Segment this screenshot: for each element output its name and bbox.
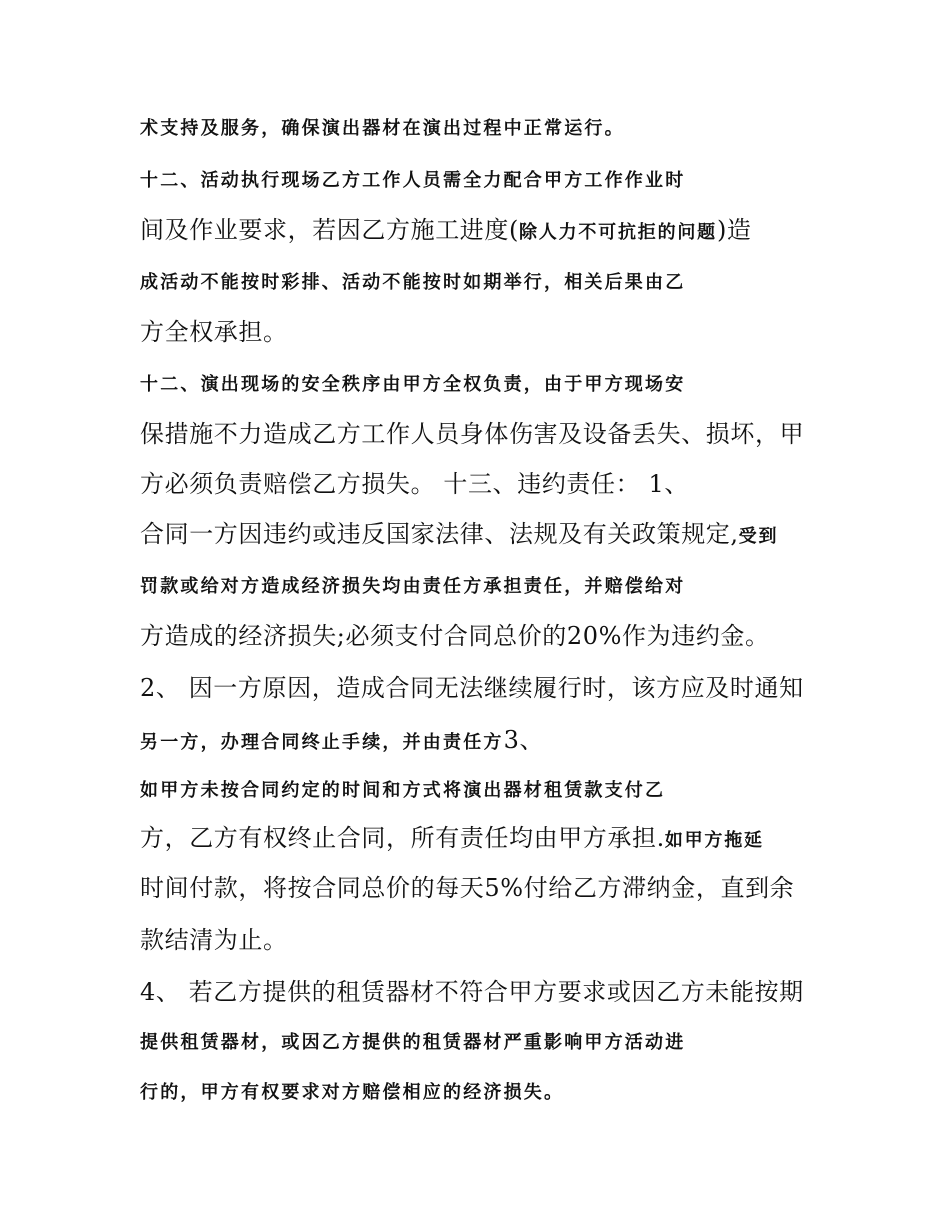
text-segment: 3、 (503, 726, 545, 754)
text-segment: 时间付款，将按合同总价的每天5%付给乙方滞纳金，直到余 (140, 874, 795, 902)
text-segment: 合同一方因违约或违反国家法律、法规及有关政策规定, (140, 520, 739, 548)
text-line-18 (140, 980, 820, 1004)
text-line-7 (140, 422, 820, 446)
text-segment: 十二、活动执行现场乙方工作人员需全力配合甲方工作作业时 (140, 170, 686, 191)
text-segment: 4、 若乙方提供的租赁器材不符合甲方要求或因乙方未能按期 (140, 978, 804, 1006)
text-segment: 方全权承担。 (140, 318, 288, 346)
text-line-5 (140, 320, 820, 344)
text-segment: 行的，甲方有权要求对方赔偿相应的经济损失。 (140, 1082, 565, 1103)
text-line-3 (140, 218, 820, 242)
text-line-2 (140, 172, 820, 190)
text-line-19 (140, 1034, 820, 1052)
text-segment: 方必须负责赔偿乙方损失。 十三、违约责任： 1、 (140, 470, 689, 498)
text-line-6 (140, 376, 820, 394)
text-segment: 罚款或给对方造成经济损失均由责任方承担责任，并赔偿给对 (140, 576, 686, 597)
text-line-8 (140, 472, 820, 496)
text-segment: 术支持及服务，确保演出器材在演出过程中正常运行。 (140, 118, 625, 139)
text-line-17 (140, 928, 820, 952)
text-line-20 (140, 1084, 820, 1102)
text-line-13 (140, 728, 820, 752)
text-segment-bold: 除人力不可抗拒的问题 (518, 222, 717, 243)
text-line-4 (140, 274, 820, 292)
text-segment: 十二、演出现场的安全秩序由甲方全权负责，由于甲方现场安 (140, 374, 686, 395)
text-line-11 (140, 624, 820, 648)
text-segment: 提供租赁器材，或因乙方提供的租赁器材严重影响甲方活动进 (140, 1032, 686, 1053)
text-line-12 (140, 676, 820, 700)
text-line-1 (140, 120, 820, 138)
text-segment: 成活动不能按时彩排、活动不能按时如期举行，相关后果由乙 (140, 272, 686, 293)
text-segment: 方，乙方有权终止合同，所有责任均由甲方承担. (140, 824, 665, 852)
text-segment: 2、 因一方原因，造成合同无法继续履行时，该方应及时通知 (140, 674, 804, 702)
text-segment: 间及作业要求，若因乙方施工进度( (140, 216, 519, 244)
text-segment: 保措施不力造成乙方工作人员身体伤害及设备丢失、损坏，甲 (140, 420, 805, 448)
text-segment-bold: 如甲方拖延 (664, 830, 764, 851)
text-segment: 款结清为止。 (140, 926, 288, 954)
text-line-16 (140, 876, 820, 900)
text-segment-bold: 受到 (738, 526, 779, 547)
text-line-14 (140, 782, 820, 800)
text-segment: )造 (716, 216, 752, 244)
text-segment-bold: 另一方，办理合同终止手续，并由责任方 (140, 732, 504, 753)
text-line-10 (140, 578, 820, 596)
text-line-9 (140, 522, 820, 546)
text-line-15 (140, 826, 820, 850)
text-segment: 方造成的经济损失;必须支付合同总价的20%作为违约金。 (140, 622, 770, 650)
text-segment: 如甲方未按合同约定的时间和方式将演出器材租赁款支付乙 (140, 780, 666, 801)
